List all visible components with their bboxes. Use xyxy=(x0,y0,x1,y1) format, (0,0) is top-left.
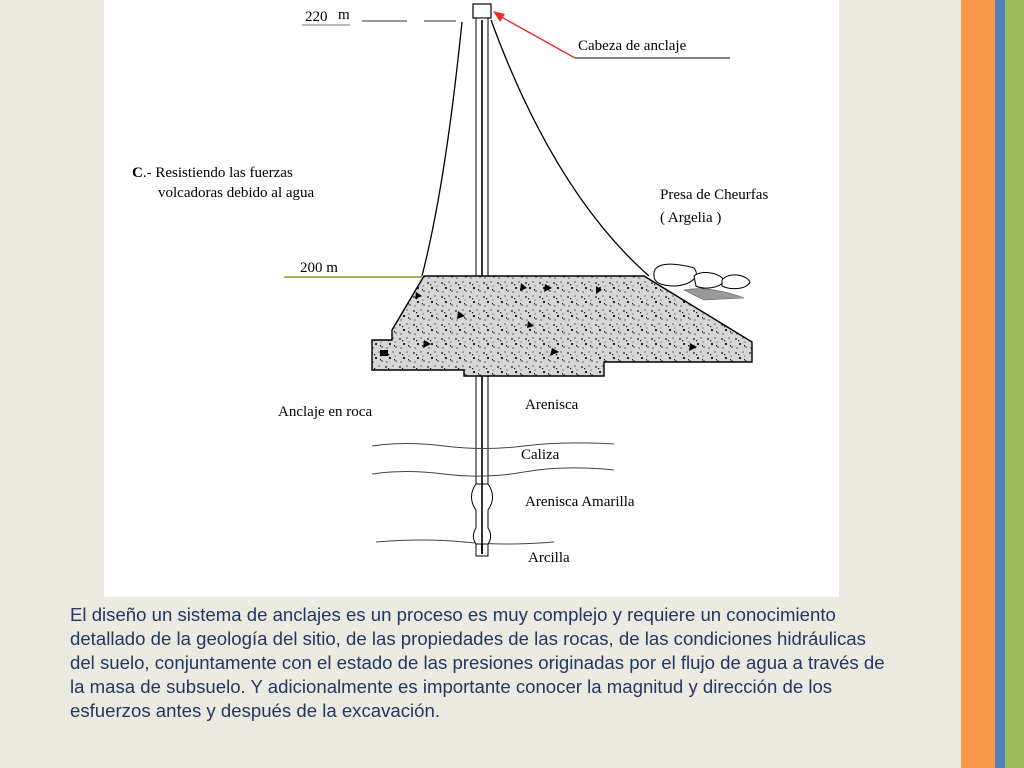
anchor-head-arrowhead xyxy=(493,11,505,22)
layer-label-arcilla: Arcilla xyxy=(528,550,570,566)
rock-anchor-label: Anclaje en roca xyxy=(278,404,373,420)
rock xyxy=(694,273,724,288)
decorative-stripe-orange xyxy=(961,0,995,768)
layer-label-arenisca-amarilla: Arenisca Amarilla xyxy=(525,494,635,510)
note-prefix: C xyxy=(132,165,143,181)
dam-country-label: ( Argelia ) xyxy=(660,210,722,226)
anchor-head-arrow xyxy=(496,14,575,58)
stratum-boundary-2 xyxy=(372,468,614,476)
elevation-top-value: 220 xyxy=(305,9,328,25)
elevation-top-unit: m xyxy=(338,7,350,23)
rock xyxy=(722,275,750,289)
dam-name-label: Presa de Cheurfas xyxy=(660,187,769,203)
stratum-boundary-3 xyxy=(376,540,554,544)
decorative-stripe-green xyxy=(1005,0,1024,768)
slide-caption: El diseño un sistema de anclajes es un proceso es muy complejo y requiere un conocimiento detallado de la geología del sitio, de las propiedades de las rocas, de las condiciones hidráulicas del suelo, conjuntamente con el estado de las presiones originadas por el flujo de agua a través de la masa de subsuelo. Y adicionalmente es importante conocer la magnitud y dirección de los esfuerzos antes y después de la excavación. xyxy=(70,604,885,721)
layer-label-caliza: Caliza xyxy=(521,447,560,463)
rock-shadow xyxy=(684,289,744,300)
note-text-1: .- Resistiendo las fuerzas xyxy=(142,165,293,181)
anchor-diagram-figure xyxy=(104,0,839,597)
anchor-diagram-svg xyxy=(104,0,839,597)
elevation-base-label: 200 m xyxy=(300,260,338,276)
stratum-boundary-1 xyxy=(372,443,614,449)
layer-label-arenisca: Arenisca xyxy=(525,397,579,413)
anchor-head xyxy=(473,4,491,18)
anchor-head-label: Cabeza de anclaje xyxy=(578,38,687,54)
decorative-stripe-blue xyxy=(995,0,1005,768)
note-line-1 xyxy=(132,165,293,181)
dam-upstream-face xyxy=(422,22,462,276)
inclusion xyxy=(380,350,388,356)
rock xyxy=(654,264,696,286)
note-line-2: volcadoras debido al agua xyxy=(158,185,315,201)
